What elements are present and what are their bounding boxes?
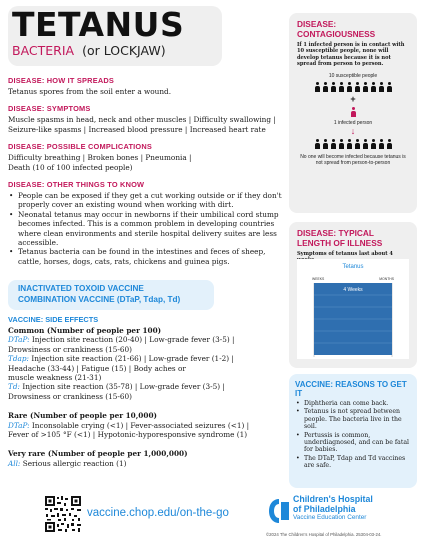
arrow-down-icon: ↓: [350, 126, 356, 137]
other-bullet: • People can be exposed if they get a cut working outside or if they don't properly cover an existing wound when working with dirt.: [8, 191, 286, 210]
td-effects: Injection site reaction (35-78) | Low-grade fever (3-5) |: [20, 382, 225, 392]
person-icon: [362, 82, 368, 92]
person-icon: [346, 139, 352, 149]
person-icon: [350, 107, 356, 117]
contagiousness-footnote: No one will become infected because tetanus is not spread from person-to-person: [300, 154, 406, 167]
very-rare-effects: Serious allergic reaction (1): [20, 458, 127, 468]
person-icon: [346, 82, 352, 92]
contagiousness-text: If 1 infected person is in contact with 10 susceptible people, none will develop tetanus because it is not spread from person to person.: [297, 42, 405, 67]
person-icon: [330, 139, 336, 149]
reason-bullet: • The DTaP, Tdap and Td vaccines are safe.: [295, 455, 411, 470]
person-icon: [362, 139, 368, 149]
vaccine-name-line-2: COMBINATION VACCINE (DTaP, Tdap, Td): [18, 295, 181, 304]
person-icon: [370, 139, 376, 149]
person-icon: [314, 82, 320, 92]
org-name: [293, 495, 373, 514]
other-bullet: • Neonatal tetanus may occur in newborns if their umbilical cord stump becomes infected. This is a common problem in developing countries where clean environments and sterile hospital delivery suites are less accessible.: [8, 210, 286, 248]
page-subtitle: [12, 43, 166, 58]
susceptible-people-row-1: [289, 82, 417, 92]
td-line-1: [8, 382, 290, 391]
rare-label: Rare (Number of people per 10,000): [8, 411, 157, 421]
bar-label: 4 Weeks: [343, 287, 363, 293]
spread-text: Tetanus spores from the soil enter a wound.: [8, 87, 172, 96]
contagiousness-heading-2: CONTAGIOUSNESS: [297, 29, 376, 39]
complications-line-1: Difficulty breathing | Broken bones | Pneumonia |: [8, 153, 192, 163]
reason-bullet: • Pertussis is common, underdiagnosed, and can be fatal for babies.: [295, 432, 411, 454]
person-icon: [370, 82, 376, 92]
other-bullet: • Tetanus bacteria can be found in the intestines and feces of sheep, cattle, horses, dogs, cats, rats, chickens and guinea pigs.: [8, 247, 286, 266]
timeline-title: Tetanus: [342, 264, 364, 270]
illness-heading-2: LENGTH OF ILLNESS: [297, 238, 383, 248]
website-link[interactable]: vaccine.chop.edu/on-the-go: [87, 507, 229, 519]
person-icon: [378, 139, 384, 149]
tdap-line-3: muscle weakness (21-31): [8, 373, 102, 383]
vaccine-name-box: [8, 280, 214, 310]
reason-bullet: • Tetanus is not spread between people. The bacteria live in the soil.: [295, 408, 411, 430]
reasons-panel: [289, 374, 417, 488]
dtap-effects: Injection site reaction (20-40) | Low-grade fever (3-5) |: [29, 335, 235, 345]
qr-code-icon[interactable]: [45, 496, 81, 532]
person-icon: [386, 139, 392, 149]
weeks-axis-label: WEEKS: [312, 277, 325, 281]
org-name-line-2: of Philadelphia: [293, 503, 356, 514]
complications-heading: DISEASE: POSSIBLE COMPLICATIONS: [8, 142, 153, 152]
tdap-line-2: Headache (33-44) | Fatigue (15) | Body aches or: [8, 363, 186, 373]
rare-name: DTaP:: [8, 420, 30, 430]
org-subname: Vaccine Education Center: [293, 514, 367, 521]
illness-timeline: [297, 259, 409, 359]
side-effects-heading: VACCINE: SIDE EFFECTS: [8, 315, 99, 324]
subtitle-alt: (or LOCKJAW): [82, 43, 166, 58]
copyright: ©2024 The Children's Hospital of Philadelphia. 25304-03-24.: [266, 532, 382, 537]
very-rare-name: All:: [8, 458, 21, 468]
page-title: TETANUS: [12, 5, 185, 44]
side-effects-section: [8, 312, 290, 468]
person-icon: [378, 82, 384, 92]
other-heading: DISEASE: OTHER THINGS TO KNOW: [8, 180, 145, 190]
td-name: Td:: [8, 382, 20, 392]
tdap-line-1: [8, 354, 290, 363]
common-label: Common (Number of people per 100): [8, 326, 162, 335]
very-rare-line: [8, 459, 290, 468]
footer: [0, 496, 424, 550]
person-icon: [354, 139, 360, 149]
dtap-name: DTaP:: [8, 335, 30, 345]
person-icon: [330, 82, 336, 92]
td-line-2: Drowsiness or crankiness (15-60): [8, 391, 133, 401]
left-column: [8, 71, 286, 266]
symptoms-line-1: Muscle spasms in head, neck and other muscles | Difficulty swallowing |: [8, 115, 276, 125]
subtitle-primary: BACTERIA: [12, 43, 75, 58]
infected-label: 1 infected person: [333, 120, 373, 127]
contagiousness-heading-1: DISEASE:: [297, 19, 337, 29]
person-icon: [322, 82, 328, 92]
symptoms-line-2: Seizure-like spasms | Increased blood pressure | Increased heart rate: [8, 124, 266, 134]
spread-heading: DISEASE: HOW IT SPREADS: [8, 76, 115, 85]
dtap-line-2: Drowsiness or crankiness (15-60): [8, 344, 133, 354]
rare-line-2: Fever of >105 °F (<1) | Hypotonic-hyporesponsive syndrome (1): [8, 430, 248, 440]
person-icon: [386, 82, 392, 92]
person-icon: [338, 139, 344, 149]
reason-bullet: • Diphtheria can come back.: [295, 400, 411, 407]
illness-chart: [297, 259, 409, 359]
illness-length-panel: [289, 222, 417, 368]
person-icon: [322, 139, 328, 149]
tdap-effects: Injection site reaction (21-66) | Low-grade fever (1-2) |: [29, 354, 234, 364]
susceptible-people-row-2: [289, 139, 417, 149]
infected-person-row: [289, 107, 417, 117]
symptoms-heading: DISEASE: SYMPTOMS: [8, 104, 91, 114]
rare-effects: Inconsolable crying (<1) | Fever-associated seizures (<1) |: [29, 420, 250, 430]
org-name-line-1: Children's Hospital: [293, 494, 373, 504]
plus-icon: +: [350, 94, 356, 105]
illness-heading-1: DISEASE: TYPICAL: [297, 228, 374, 238]
illness-text: Symptoms of tetanus last about 4: [297, 251, 393, 257]
susceptible-label: 10 susceptible people: [328, 73, 378, 80]
complications-line-2: Death (10 of 100 infected people): [8, 162, 133, 172]
reasons-heading: VACCINE: REASONS TO GET IT: [295, 380, 407, 398]
person-icon: [338, 82, 344, 92]
vaccine-name-line-1: INACTIVATED TOXOID VACCINE: [18, 284, 144, 293]
chop-logo-icon: [268, 498, 290, 524]
very-rare-label: Very rare (Number of people per 1,000,000): [8, 449, 188, 459]
months-axis-label: MONTHS: [379, 277, 394, 281]
tdap-name: Tdap:: [8, 354, 30, 364]
person-icon: [354, 82, 360, 92]
dtap-line-1: [8, 335, 290, 344]
contagiousness-panel: [289, 13, 417, 213]
rare-line-1: [8, 421, 290, 430]
person-icon: [314, 139, 320, 149]
